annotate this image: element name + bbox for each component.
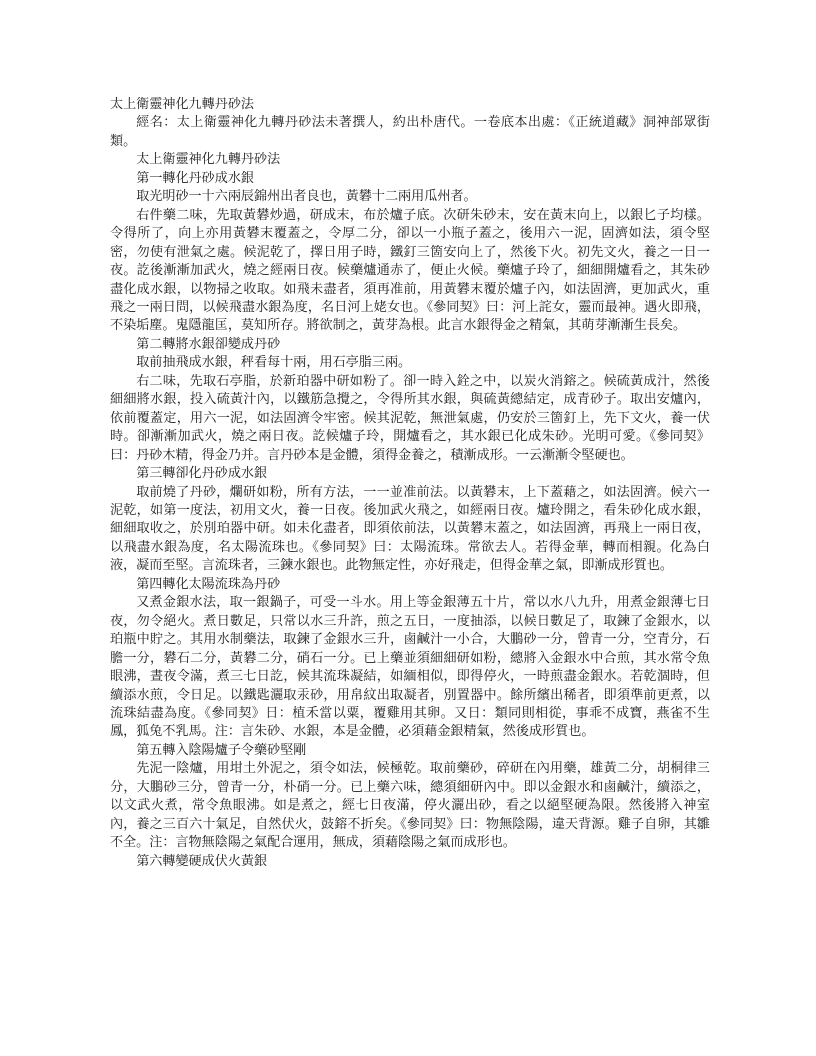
section-heading-2: 第二轉將水銀卻變成丹砂: [136, 336, 281, 352]
section-heading-1: 第一轉化丹砂成水銀: [136, 170, 255, 186]
section-2-ingredients: 取前抽飛成水銀，秤看每十兩，用石亭脂三兩。: [136, 355, 412, 371]
document-body: [110, 96, 710, 871]
section-4-method: 又煮金銀水法，取一銀鍋子，可受一斗水。用上等金銀薄五十片，常以水八九升，用煮金銀薄七日夜，勿令絕火。煮日數足，只常以水三升許，煎之五日，一度抽添，以候日數足了，取鍊了金銀水，以珀瓶中貯之。其用水制藥法，取鍊了金銀水三升，鹵鹹汁一小合，大鵬砂一分，曾青一分，空青分，石膽一分，礬石二分，黃礬二分，硝石一分。已上藥並須細細研如粉，總將入金銀水中合煎，其水常令魚眼沸，晝夜令滿，煮三七日訖，候其流珠凝結，如緬相似，即得停火，一時煎盡金銀水。若乾涸時，但續添水煎，令日足。以鐵匙灑取汞砂，用帛紋出取凝者，別置器中。餘所繽出稀者，即須準前更煮，以流珠結盡為度。《參同契》日：植禾當以粟，覆雞用其卵。又日：類同則相從，事乖不成寶，燕雀不生鳳，狐兔不乳馬。注：言朱砂、水銀，本是金體，必須藉金銀精氣，然後成形質也。: [110, 595, 710, 740]
inner-title: 太上衛靈神化九轉丹砂法: [136, 152, 281, 168]
section-3-method: 取前燒了丹砂，爛研如粉，所有方法，一一並准前法。以黃礬末，上下蓋藉之，如法固濟。候六一泥乾，如第一度法，初用文火，養一日夜。後加武火飛之，如經兩日夜。爐玲開之，看朱砂化成水銀，細細取收之，於別珀器中研。如未化盡者，即須依前法，以黃礬末蓋之，如法固濟，再飛上一兩日夜，以飛盡水銀為度，名太陽流珠也。《參同契》曰：太陽流珠。常欲去人。若得金華，轉而相親。化為白液，凝而至堅。言流珠者，三鍊水銀也。此物無定性，亦好飛走，但得金華之氣，即漸成形質也。: [110, 484, 710, 574]
section-heading-4: 第四轉化太陽流珠為丹砂: [136, 576, 281, 592]
section-1-ingredients: 取光明砂一十六兩辰錦州出者良也，黃礬十二兩用瓜州者。: [136, 189, 477, 205]
section-heading-6: 第六轉變硬成伏火黃銀: [136, 853, 268, 869]
section-2-method: 右二味，先取石亭脂，於新珀器中研如粉了。卻一時入銓之中，以炭火消鎔之。候硫黃成汁，然後細細將水銀，投入硫黃汁內，以鐵筋急攪之，令得所其水銀，與硫黃總結定，成青砂子。取出安爐內，依前覆蓋定，用六一泥，如法固濟令牢密。候其泥乾，無泄氣處，仍安於三箇釘上，先下文火，養一伏時。卻漸漸加武火，燒之兩日夜。訖候爐子玲，開爐看之，其水銀已化成朱砂。光明可愛。《參同契》曰：丹砂木精，得金乃并。言丹砂本是金體，須得金養之，積漸成形。一云漸漸令堅硬也。: [110, 373, 710, 463]
section-5-method: 先泥一陰爐，用坩土外泥之，須令如法，候極乾。取前藥砂，碎研在內用藥，雄黃二分，胡桐律三分，大鵬砂三分，曾青一分，朴硝一分。已上藥六味，總須細研內中。即以金銀水和鹵鹹汁，續添之，以文武火煮，常令魚眼沸。如是煮之，經七日夜滿，停火灑出砂，看之以絕堅硬為限。然後將入神室內，養之三百六十氣足，自然伏火，鼓鎔不折矣。《參同契》曰：物無陰陽，違天背源。雞子自卵，其雛不全。注：言物無陰陽之氣配合運用，無成，須藉陰陽之氣而成形也。: [110, 761, 710, 851]
colophon-paragraph: 經名：太上衛靈神化九轉丹砂法未著撰人，約出朴唐代。一卷底本出處：《正統道藏》洞神部眾街類。: [110, 115, 710, 149]
section-1-method: 右件藥二味，先取黃礬炒過，研成末，布於爐子底。次研朱砂末，安在黃末向上，以銀匕子均樣。令得所了，向上亦用黃礬末覆蓋之，令厚二分，卻以一小瓶子蓋之，後用六一泥，固濟如法，須令堅密，勿使有泄氣之處。候泥乾了，擇日用子時，鐵釘三箇安向上了，然後下火。初先文火，養之一日一夜。訖後漸漸加武火，燒之經兩日夜。候藥爐通赤了，便止火候。藥爐子玲了，細細開爐看之，其朱砂盡化成水銀，以物掃之收取。如飛未盡者，須再准前，用黃礬末覆於爐子內，如法固濟，更加武火，重飛之一兩日問，以候飛盡水銀為度，名日河上姥女也。《參同契》曰：河上詫女，靈而最神。遇火即飛，不染垢塵。鬼隱龍匡，莫知所存。將欲制之，黃芽為根。此言水銀得金之精氣，其萌芽漸漸生長矣。: [110, 207, 710, 334]
section-heading-5: 第五轉入陰陽爐子令藥砂堅剛: [136, 742, 307, 758]
document-title: 太上衛靈神化九轉丹砂法: [110, 97, 255, 112]
section-heading-3: 第三轉卻化丹砂成水銀: [136, 466, 268, 482]
